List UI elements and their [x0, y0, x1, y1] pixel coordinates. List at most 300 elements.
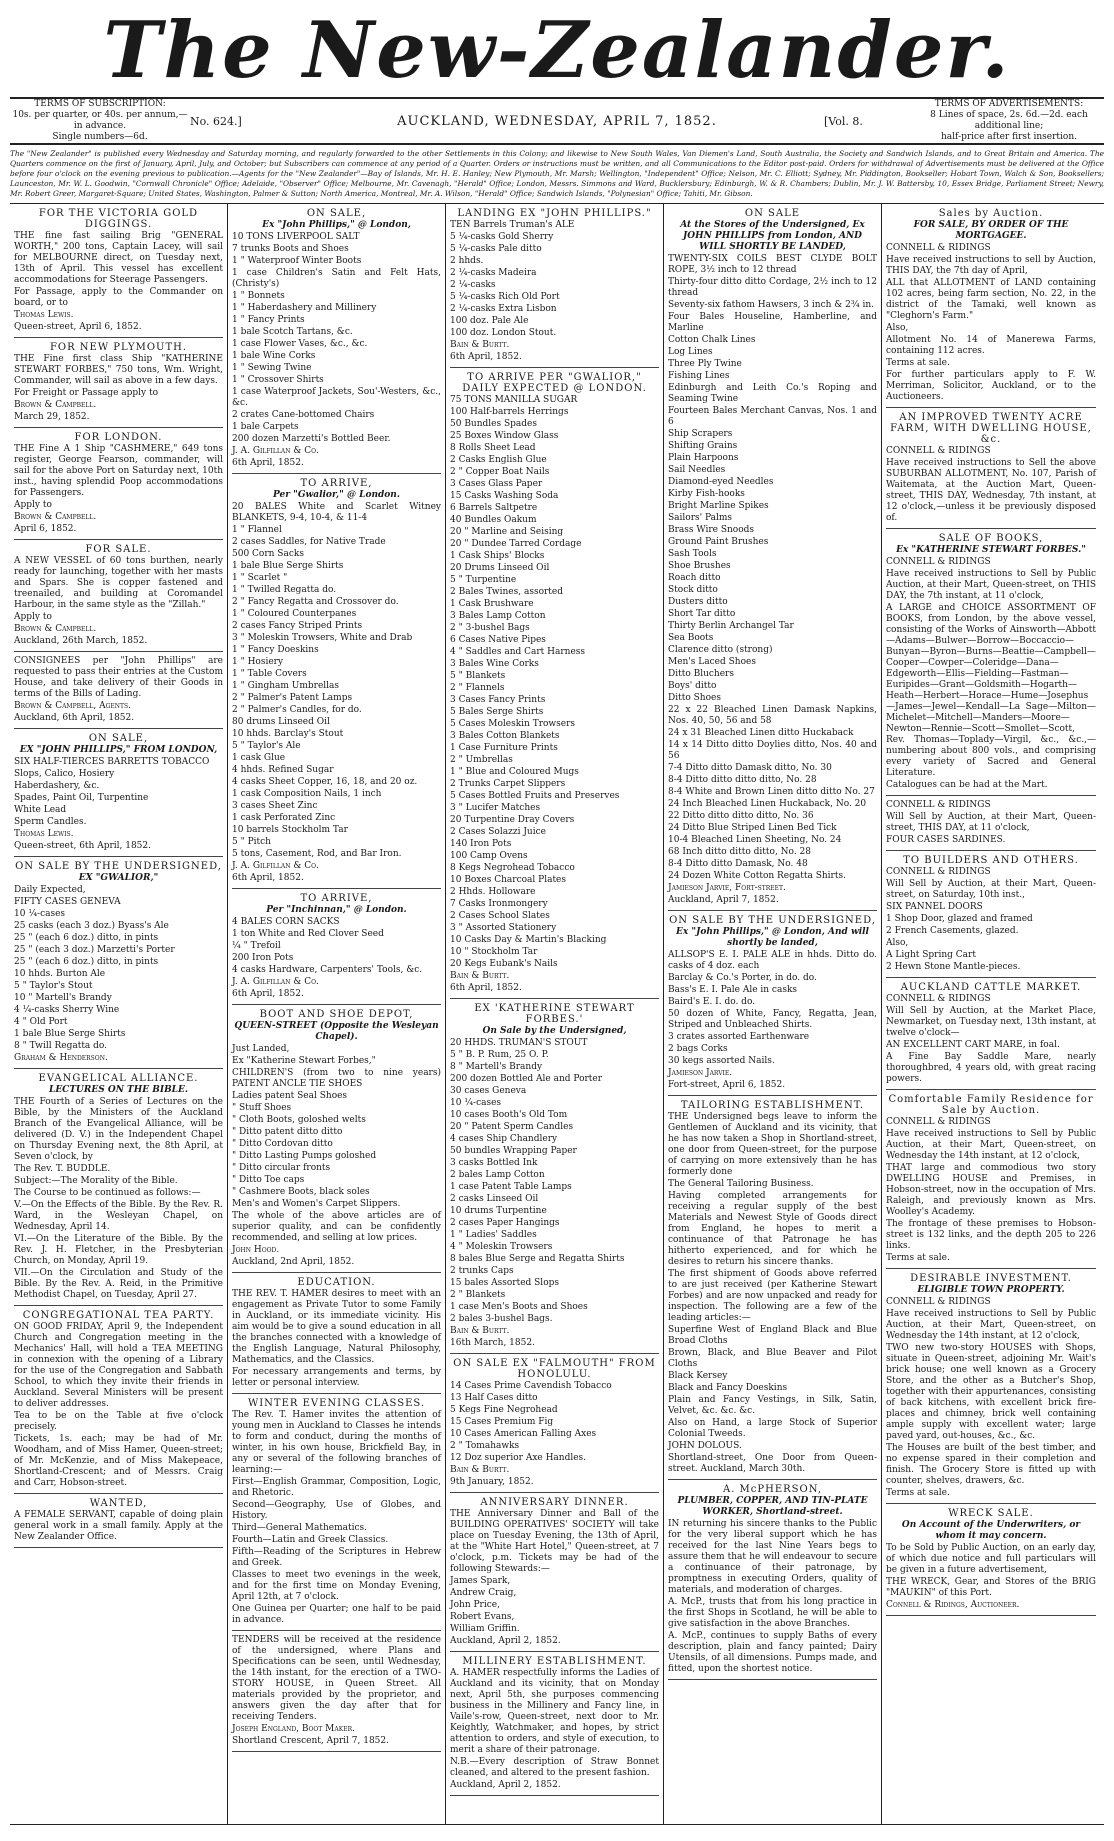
ad-text: 10 cases Booth's Old Tom [450, 1110, 568, 1120]
ad-text: 50 dozen of White, Fancy, Regatta, Jean, Striped and Unbleached Shirts. [668, 1009, 877, 1030]
ad-text: For necessary arrangements and terms, by letter or personal interview. [232, 1367, 441, 1388]
ad-text: 5 Cases Bottled Fruits and Preserves [450, 791, 620, 801]
ad-text: A NEW VESSEL of 60 tons burthen, nearly ready for launching, together with her masts and Spars. She is copper fastened and treenailed, and building at Coromandel Harbour, in the same style as the "Zillah." [14, 556, 223, 610]
advertisement [886, 796, 1096, 851]
ad-text: 1 " Waterproof Winter Boots [232, 256, 362, 266]
ad-heading: WANTED, [89, 1498, 148, 1509]
ad-text: Ship Scrapers [668, 429, 733, 439]
ad-text: For Passage, apply to the Commander on board, or to [14, 287, 223, 308]
ad-text: Short Tar ditto [668, 609, 736, 619]
ad-text: THE REV. T. HAMER desires to meet with an engagement as Private Tutor to some Family in Auckland, or its immediate vicinity. His aim would be to give a sound education in all the branches connected with a knowledge of the English Language, Natural Philosophy, Mathematics, and the Classics. [232, 1289, 441, 1365]
ad-text: A Light Spring Cart [886, 950, 976, 960]
ad-heading: FOR THE VICTORIA GOLD DIGGINGS. [38, 208, 199, 230]
advertisement [450, 1354, 659, 1493]
ad-dateline: 6th April, 1852. [450, 983, 522, 993]
ad-dateline: Auckland, April 2, 1852. [450, 1780, 561, 1790]
advertisement [668, 204, 877, 911]
ad-signature: Jamieson Jarvie. [668, 1068, 733, 1078]
ad-text: 10 " Stockholm Tar [450, 947, 538, 957]
ad-subheading: Ex "John Phillips," @ London, [262, 220, 411, 230]
ad-dateline: Auckland, 2nd April, 1852. [232, 1257, 355, 1267]
ad-heading: A. McPHERSON, [722, 1484, 823, 1495]
ad-heading: ON SALE, [88, 733, 149, 744]
ad-text: 2 ¼-casks Madeira [450, 268, 537, 278]
ad-heading: MILLINERY ESTABLISHMENT. [462, 1656, 647, 1667]
advertisement [886, 1269, 1096, 1504]
ad-text: Dusters ditto [668, 597, 728, 607]
ad-text: 2 cases Paper Hangings [450, 1218, 560, 1228]
ad-text: 140 Iron Pots [450, 839, 512, 849]
ad-subheading: FOR SALE, BY ORDER OF THE MORTGAGEE. [913, 220, 1069, 241]
ad-text: 22 Ditto ditto ditto ditto, No. 36 [668, 811, 814, 821]
ad-subheading: PLUMBER, COPPER, AND TIN-PLATE WORKER, Shortland-street. [677, 1496, 868, 1517]
advertisement [450, 999, 659, 1354]
ad-text: A. McP., trusts that from his long practice in the first Shops in Scotland, he will be able to give satisfaction in the above Branches. [668, 1597, 877, 1629]
ad-signature: Brown & Campbell, Agents. [14, 701, 131, 711]
adv-line: 8 Lines of space, 2s. 6d.—2d. each additional line; [930, 110, 1088, 131]
advertisement [886, 978, 1096, 1090]
ad-signature: Brown & Campbell. [14, 624, 97, 634]
newspaper-page [10, 5, 1104, 1831]
ad-text: 2 " Fancy Regatta and Crossover do. [232, 597, 399, 607]
ad-text: James Spark, [450, 1576, 511, 1586]
ad-text: 2 " Palmer's Patent Lamps [232, 693, 353, 703]
ad-text: Black Kersey [668, 1371, 728, 1381]
ad-text: " Cashmere Boots, black soles [232, 1187, 370, 1197]
ad-heading: TO ARRIVE, [300, 893, 373, 904]
ad-text: 3 " Lucifer Matches [450, 803, 541, 813]
subs-line: 10s. per quarter, or 40s. per annum,—in advance. [12, 110, 188, 131]
advertisement [232, 1005, 441, 1273]
advertisement [668, 1096, 877, 1480]
ad-subheading: QUEEN-STREET (Opposite the Wesleyan Chapel). [234, 1021, 439, 1042]
ad-text: 10 drums Turpentine [450, 1206, 547, 1216]
ad-text: 1 bale Wine Corks [232, 351, 316, 361]
ad-text: 25 Boxes Window Glass [450, 431, 559, 441]
ad-text: 24 Inch Bleached Linen Huckaback, No. 20 [668, 799, 867, 809]
ad-dateline: Auckland, April 2, 1852. [450, 1636, 561, 1646]
ad-heading: TAILORING ESTABLISHMENT. [680, 1100, 865, 1111]
ad-text: TWO new two-story HOUSES with Shops, situate in Queen-street, adjoining Mr. Wait's brick house; one well known as a Grocery Store, and the other as a Butcher's Shop, together with their appurtenances, consisting of back kitchens, with excellent brick fire-places and chimney, brick well containing ample supply with excellent water; large paved yard, out-houses, &c., &c. [886, 1343, 1096, 1441]
ad-text: 1 case Men's Boots and Shoes [450, 1302, 588, 1312]
ad-text: 10 ¼-cases [14, 909, 66, 919]
ad-text: 1 bale Scotch Tartans, &c. [232, 327, 353, 337]
ad-text: Have received instructions to Sell the above SUBURBAN ALLOTMENT, No. 107, Parish of Waitemata, at the Auction Mart, Queen-street, THIS DAY, Wednesday, 7th instant, at 12 o'clock,—unless it be previously disposed of. [886, 458, 1096, 523]
ad-text: 4 BALES CORN SACKS [232, 917, 340, 927]
ad-signature: J. A. Gilfillan & Co. [232, 861, 319, 871]
ad-text: 8-4 Ditto ditto Damask, No. 48 [668, 859, 808, 869]
ad-text: 3 Bales Lamp Cotton [450, 611, 546, 621]
ad-text: 2 bags Corks [668, 1044, 728, 1054]
ad-heading: Comfortable Family Residence for Sale by Auction. [888, 1094, 1094, 1116]
ad-text: Have received instructions to Sell by Public Auction, at their Mart, Queen-street, on Wednesday the 14th instant, at 12 o'clock, [886, 1129, 1096, 1161]
ad-text: A. HAMER respectfully informs the Ladies of Auckland and its vicinity, that on Monday next, April 5th, she purposes commencing business in the Millinery and Fancy line, in Vaile's-row, Queen-street, next door to Mr. Keightly, Watchmaker, and hopes, by strict attention to orders, and style of execution, to merit a share of their patronage. [450, 1668, 659, 1755]
ad-text: 1 " Crossover Shirts [232, 375, 324, 385]
ad-text: 14 x 14 Ditto ditto Doylies ditto, Nos. 40 and 56 [668, 740, 877, 761]
ad-text: One Guinea per Quarter; one half to be paid in advance. [232, 1604, 441, 1625]
columns [10, 204, 1104, 1825]
ad-signature: Jamieson Jarvie, Fort-street. [668, 883, 786, 893]
ad-text: 3 casks Bottled Ink [450, 1158, 538, 1168]
ad-text: IN returning his sincere thanks to the Public for the very liberal support which he has received for the last Nine Years begs to assure them that he will endeavour to secure a continuance of their patronage, by promptness in executing Orders, quality of materials, and moderation of charges. [668, 1519, 877, 1595]
ad-text: 20 HHDS. TRUMAN'S STOUT [450, 1038, 588, 1048]
ad-text: 8-4 Ditto ditto ditto ditto, No. 28 [668, 775, 817, 785]
ad-text: TWENTY-SIX COILS BEST CLYDE BOLT ROPE, 3½ inch to 12 thread [668, 254, 877, 275]
ad-text: Ground Paint Brushes [668, 537, 769, 547]
ad-text: 30 kegs assorted Nails. [668, 1056, 775, 1066]
advertisement [450, 1493, 659, 1652]
ad-text: Thirty Berlin Archangel Tar [668, 621, 794, 631]
ad-text: 3 Bales Cotton Blankets [450, 731, 560, 741]
ad-heading: ON SALE BY THE UNDERSIGNED, [15, 861, 222, 872]
ad-text: Terms at sale. [886, 358, 950, 368]
ad-text: " Ditto Cordovan ditto [232, 1139, 333, 1149]
ad-text: Boys' ditto [668, 681, 717, 691]
advertisement [14, 428, 223, 540]
advertisement-terms [914, 99, 1104, 143]
ad-text: 25 " (each 6 doz.) ditto, in pints [14, 933, 159, 943]
ad-text: 2 bales 3-bushel Bags. [450, 1314, 553, 1324]
ad-text: Superfine West of England Black and Blue Broad Cloths [668, 1325, 877, 1346]
adv-line: TERMS OF ADVERTISEMENTS: [934, 99, 1084, 109]
ad-text: Kirby Fish-hooks [668, 489, 745, 499]
ad-text: 6 Barrels Saltpetre [450, 503, 538, 513]
ad-text: A Fine Bay Saddle Mare, nearly thoroughbred, 4 years old, with great racing powers. [886, 1052, 1096, 1084]
subscription-terms [10, 99, 190, 143]
ad-text: 100 doz. London Stout. [450, 328, 557, 338]
advertisement [232, 1273, 441, 1394]
ad-signature: John Hood. [232, 1245, 280, 1255]
ad-text: Sea Boots [668, 633, 714, 643]
ad-text: 2 cases Fancy Striped Prints [232, 621, 363, 631]
ad-text: 1 case Patent Table Lamps [450, 1182, 572, 1192]
ad-text: THAT large and commodious two story DWELLING HOUSE and Premises, in Hobson-street, now in the occupation of Mrs. Raleigh, and previously known as Mrs. Woolley's Academy. [886, 1163, 1096, 1217]
ad-text: Shifting Grains [668, 441, 738, 451]
ad-heading: FOR SALE. [85, 544, 152, 555]
ad-subheading: Per "Gwalior," @ London. [273, 490, 400, 500]
ad-text: First—English Grammar, Composition, Logic, and Rhetoric. [232, 1477, 441, 1498]
column-1 [10, 204, 228, 1824]
ad-text: THE Fine A 1 Ship "CASHMERE," 649 tons register, George Fearson, commander, will sail for the above Port on Saturday next, 10th inst., having splendid Poop accommodations for Passengers. [14, 444, 223, 498]
ad-signature: Graham & Henderson. [14, 1053, 108, 1063]
advertisement [450, 204, 659, 368]
advertisement [886, 851, 1096, 978]
ad-text: Sperm Candles. [14, 817, 87, 827]
ad-text: Have received instructions to sell by Auction, THIS DAY, the 7th day of April, [886, 255, 1096, 276]
ad-text: 13 Half Cases ditto [450, 1393, 538, 1403]
ad-text: 2 " 3-bushel Bags [450, 623, 530, 633]
ad-text: Will Sell by Auction, at their Mart, Queen-street, on Saturday, 10th inst., [886, 879, 1096, 900]
ad-text: 2 French Casements, glazed. [886, 926, 1019, 936]
ad-text: 1 " Hosiery [232, 657, 284, 667]
ad-signature: Bain & Burtt. [450, 340, 510, 350]
ad-text: Baird's E. I. do. do. [668, 997, 756, 1007]
ad-text: 1 " Table Covers [232, 669, 307, 679]
ad-heading: ANNIVERSARY DINNER. [480, 1497, 629, 1508]
ad-text: 6 Cases Native Pipes [450, 635, 546, 645]
ad-dateline: Shortland Crescent, April 7, 1852. [232, 1736, 389, 1746]
ad-text: 20 BALES White and Scarlet Witney BLANKETS, 9-4, 10-4, & 11-4 [232, 502, 441, 523]
advertisement [232, 204, 441, 474]
ad-text: Second—Geography, Use of Globes, and History. [232, 1500, 441, 1521]
ad-text: Thirty-four ditto ditto Cordage, 2½ inch to 12 thread [668, 277, 877, 298]
ad-heading: CONGREGATIONAL TEA PARTY. [22, 1310, 215, 1321]
ad-text: Men's and Women's Carpet Slippers. [232, 1199, 401, 1209]
ad-text: CONSIGNEES per "John Phillips" are requested to pass their entries at the Custom House, and take delivery of their Goods in terms of the Bills of Lading. [14, 656, 223, 699]
volume-number: [Vol. 8. [824, 114, 863, 128]
ad-text: 3 " Moleskin Trowsers, White and Drab [232, 633, 413, 643]
ad-text: CHILDREN'S (from two to nine years) PATENT ANCLE TIE SHOES [232, 1068, 441, 1089]
ad-text: Plain and Fancy Vestings, in Silk, Satin, Velvet, &c. &c. &c. [668, 1395, 877, 1416]
ad-text: 20 " Dundee Tarred Cordage [450, 539, 582, 549]
ad-text: 2 " Copper Boat Nails [450, 467, 550, 477]
ad-text: " Ditto circular fronts [232, 1163, 331, 1173]
ad-text: 1 " Twilled Regatta do. [232, 585, 337, 595]
ad-text: Have received instructions to Sell by Public Auction, at their Mart, Queen-street, on Wednesday the 14th instant, at 12 o'clock, [886, 1309, 1096, 1341]
ad-text: 1 cask Perforated Zinc [232, 813, 336, 823]
ad-text: 2 Hhds. Holloware [450, 887, 536, 897]
ad-text: The whole of the above articles are of superior quality, and can be confidently recommended, and selling at low prices. [232, 1211, 441, 1243]
column-5 [882, 204, 1100, 1824]
ad-text: TEN Barrels Truman's ALE [450, 220, 575, 230]
ad-text: Allotment No. 14 of Manerewa Farms, containing 112 acres. [886, 335, 1096, 356]
ad-heading: WINTER EVENING CLASSES. [247, 1398, 426, 1409]
ad-text: 50 Bundles Spades [450, 419, 537, 429]
column-4 [664, 204, 882, 1824]
advertisement [668, 1480, 877, 1680]
ad-text: A LARGE and CHOICE ASSORTMENT OF BOOKS, from London, by the above vessel, consisting of the Works of Ainsworth—Abbott—Adams—Bulwer—Borrow—Boccaccio—Bunyan—Byron—Burns—Beattie—Campbell—Cooper—Cowper—Coleridge—Dana—Edgeworth—Ellis—Fielding—Fastman—Euripides—Grant—Goldsmith—Hogarth—Heath—Herbert—Horace—Hume—Josephus—James—Jewel—Kendall—La Sage—Milton—Michelet—Mitchell—Manders—Moore—Newton—Rennie—Scott—Smollet—Scott, Rev. Thomas—Toplady—Virgil, &c., &c.,—numbering about 800 vols., and comprising every variety of Sacred and General Literature. [886, 603, 1096, 778]
ad-text: 100 Half-barrels Herrings [450, 407, 569, 417]
ad-text: The General Tailoring Business. [668, 1179, 814, 1189]
ad-text: Roach ditto [668, 573, 721, 583]
ad-text: 3 Cases Glass Paper [450, 479, 543, 489]
ad-dateline: April 6, 1852. [14, 524, 77, 534]
ad-subheading: On Sale by the Undersigned, [482, 1026, 627, 1036]
ad-text: Brown, Black, and Blue Beaver and Pilot Cloths [668, 1348, 877, 1369]
ad-text: 2 Cases School Slates [450, 911, 550, 921]
column-2 [228, 204, 446, 1824]
ad-text: Ditto Shoes [668, 693, 721, 703]
ad-text: Diamond-eyed Needles [668, 477, 774, 487]
ad-text: Ex "Katherine Stewart Forbes," [232, 1056, 376, 1066]
ad-text: 25 " (each 3 doz.) Marzetti's Porter [14, 945, 175, 955]
ad-text: Tickets, 1s. each; may be had of Mr. Woodham, and of Miss Hamer, Queen-street; of Mr. McKenzie, and of Miss Makepeace, Shortland-Crescent; and of Messrs. Craig and Carr, Hobson-street. [14, 1434, 223, 1488]
ad-text: A. McP., continues to supply Baths of every description, plain and fancy painted; Dairy Utensils, of all dimensions. Pumps made, and fitted, upon the shortest notice. [668, 1631, 877, 1674]
ad-text: CONNELL & RIDINGS [886, 1117, 991, 1127]
publication-notice: The "New Zealander" is published every Wednesday and Saturday morning, and regularly forwarded to the other Settlements in this Colony; and likewise to New South Wales, Van Diemen's Land, South Australia, the Society and Sandwich Islands, and to Great Britain and America. The Quarters commence on the first of January, April, July, and October; but Subscribers can commence at any period of a Quarter. Orders or instructions must be written, and all Communications to the Editor post-paid. Orders for withdrawal of Advertisements must be delivered at the Office before four o'clock on the evening previous to publication.—Agents for the "New Zealander"—Bay of Islands, Mr. H. E. Hanley; New Plymouth, Mr. Marsh; Wellington, "Independent" Office; Nelson, Mr. C. Elliott; Sydney, Mr. Piddington, Bookseller; Hobart Town, Walch & Son, Booksellers; Launceston, Mr. W. L. Goodwin, "Cornwall Chronicle" Office; Adelaide, "Observer" Office; Melbourne, Mr. Cavenagh, "Herald" Office; London, Messrs. Simmons and Ward, Bucklersbury; Edinburgh, W. & R. Chambers; Dublin, Mr. J. W. Battersby, 10, Essex Bridge, Parliament Street; Newry, Mr. Robert Greer, Margaret-Square; United States, Washington, Palmer & Sutton; North America, Montreal, Mr. A. Wilson, "Herald" Office; Sandwich Islands, "Polynesian" Office; Tahiti, Mr. Gibson. [10, 145, 1104, 204]
ad-text: TENDERS will be received at the residence of the undersigned, where Plans and Specifications can be seen, until Wednesday, the 14th instant, for the erection of a TWO-STORY HOUSE, in Queen Street. All materials provided by the proprietor, and answers given the day after that for receiving Tenders. [232, 1635, 441, 1722]
ad-text: THE Fine first class Ship "KATHERINE STEWART FORBES," 750 tons, Wm. Wright, Commander, will sail as above in a few days. [14, 354, 223, 386]
ad-text: John Price, [450, 1600, 500, 1610]
ad-text: 2 casks Linseed Oil [450, 1194, 539, 1204]
ad-text: 30 cases Geneva [450, 1086, 527, 1096]
ad-text: 10 barrels Stockholm Tar [232, 825, 348, 835]
ad-text: 10 Boxes Charcoal Plates [450, 875, 567, 885]
ad-text: 200 dozen Bottled Ale and Porter [450, 1074, 603, 1084]
ad-text: " Cloth Boots, goloshed welts [232, 1115, 366, 1125]
ad-text: 1 ton White and Red Clover Seed [232, 929, 384, 939]
ad-text: Terms at sale. [886, 1488, 950, 1498]
ad-text: 10-4 Bleached Linen Sheeting, No. 24 [668, 835, 842, 845]
ad-text: White Lead [14, 805, 67, 815]
ad-heading: TO ARRIVE, [300, 478, 373, 489]
ad-text: 10 Casks Day & Martin's Blacking [450, 935, 607, 945]
ad-dateline: Shortland-street, One Door from Queen-street. Auckland, March 30th. [668, 1453, 877, 1474]
advertisement [14, 857, 223, 1069]
ad-text: 10 ¼-cases [450, 1098, 502, 1108]
advertisement [232, 474, 441, 889]
ad-text: 4 ¼-casks Sherry Wine [14, 1005, 120, 1015]
ad-text: 3 cases Sheet Zinc [232, 801, 318, 811]
ad-heading: LANDING EX "JOHN PHILLIPS." [457, 208, 652, 219]
issue-header [10, 97, 1104, 145]
ad-text: 3 crates assorted Earthenware [668, 1032, 810, 1042]
ad-text: Also, [886, 323, 909, 333]
ad-text: CONNELL & RIDINGS [886, 243, 991, 253]
ad-heading: TO BUILDERS AND OTHERS. [903, 855, 1079, 866]
advertisement [14, 338, 223, 428]
ad-subheading: Ex "John Phillips," @ London, And will shortly be landed, [676, 927, 869, 948]
ad-text: To be Sold by Public Auction, on an early day, of which due notice and full particulars will be given in a future advertisement, [886, 1543, 1096, 1575]
ad-text: The Course to be continued as follows:— [14, 1188, 201, 1198]
ad-text: Edinburgh and Leith Co.'s Roping and Seaming Twine [668, 383, 877, 404]
ad-text: 100 Camp Ovens [450, 851, 528, 861]
ad-text: For further particulars apply to F. W. Merriman, Solicitor, Auckland, or to the Auctioneers. [886, 370, 1096, 402]
ad-text: Andrew Craig, [450, 1588, 517, 1598]
advertisement [14, 1306, 223, 1494]
column-3 [446, 204, 664, 1824]
ad-text: Fishing Lines [668, 371, 730, 381]
ad-text: 2 Cases Solazzi Juice [450, 827, 546, 837]
ad-text: 7 Casks Ironmongery [450, 899, 548, 909]
ad-text: Also on Hand, a large Stock of Superior Colonial Tweeds. [668, 1418, 877, 1439]
ad-subheading: Per "Inchinnan," @ London. [266, 905, 407, 915]
ad-signature: Brown & Campbell. [14, 512, 97, 522]
ad-text: 1 " Sewing Twine [232, 363, 312, 373]
ad-text: Subject:—The Morality of the Bible. [14, 1176, 178, 1186]
ad-text: 12 Doz superior Axe Handles. [450, 1453, 587, 1463]
ad-text: 2 " Umbrellas [450, 755, 513, 765]
ad-text: 1 bale Blue Serge Shirts [232, 561, 344, 571]
ad-heading: SALE OF BOOKS, [938, 533, 1044, 544]
ad-text: Log Lines [668, 347, 713, 357]
ad-signature: Bain & Burtt. [450, 971, 510, 981]
ad-text: FOUR CASES SARDINES. [886, 835, 1006, 845]
ad-text: " Stuff Shoes [232, 1103, 292, 1113]
advertisement [886, 408, 1096, 529]
ad-text: William Griffin. [450, 1624, 520, 1634]
issue-number: No. 624.] [190, 114, 242, 128]
ad-text: 4 casks Sheet Copper, 16, 18, and 20 oz. [232, 777, 418, 787]
ad-text: 1 bale Carpets [232, 422, 299, 432]
ad-heading: ON SALE [744, 208, 801, 219]
ad-text: SIX HALF-TIERCES BARRETTS TOBACCO [14, 757, 210, 767]
ad-text: 4 cases Ship Chandlery [450, 1134, 558, 1144]
ad-text: THE Fourth of a Series of Lectures on the Bible, by the Ministers of the Auckland Branch of the Evangelical Alliance, will be delivered (D. V.) in the Independent Chapel on Thursday Evening next, the 8th April, at Seven o'clock, by [14, 1097, 223, 1162]
ad-text: For Freight or Passage apply to [14, 388, 159, 398]
ad-text: 1 " Scarlet " [232, 573, 288, 583]
ad-text: 24 Dozen White Cotton Regatta Shirts. [668, 871, 846, 881]
ad-dateline: 16th March, 1852. [450, 1338, 535, 1348]
ad-text: CONNELL & RIDINGS [886, 800, 991, 810]
ad-text: 20 Kegs Eubank's Nails [450, 959, 558, 969]
ad-dateline: Auckland, 26th March, 1852. [14, 636, 148, 646]
ad-text: Terms at sale. [886, 1253, 950, 1263]
ad-heading: EDUCATION. [297, 1277, 376, 1288]
ad-text: 5 ¼-casks Pale ditto [450, 244, 542, 254]
ad-text: THE Anniversary Dinner and Ball of the BUILDING OPERATIVES' SOCIETY will take place on Tuesday Evening, the 13th of April, at the "White Hart Hotel," Queen-street, at 7 o'clock, p.m. Tickets may be had of the following Stewards:— [450, 1509, 659, 1574]
ad-text: Fourteen Bales Merchant Canvas, Nos. 1 and 6 [668, 406, 877, 427]
ad-text: 200 Iron Pots [232, 953, 294, 963]
ad-text: 1 " Fancy Doeskins [232, 645, 319, 655]
ad-text: 20 " Patent Sperm Candles [450, 1122, 574, 1132]
ad-text: 5 Cases Moleskin Trowsers [450, 719, 576, 729]
ad-text: 2 hhds. [450, 256, 484, 266]
ad-heading: AN IMPROVED TWENTY ACRE FARM, WITH DWELLING HOUSE, &c. [890, 412, 1092, 445]
ad-text: Will Sell by Auction, at the Market Place, Newmarket, on Tuesday next, 13th instant, at twelve o'clock— [886, 1006, 1096, 1038]
ad-text: ¼ " Trefoil [232, 941, 281, 951]
ad-heading: AUCKLAND CATTLE MARKET. [900, 982, 1082, 993]
ad-text: The Rev. T. Hamer invites the attention of young men in Auckland to Classes he intends to form and conduct, during the months of winter, in his own house, Brickfield Bay, in any or several of the following branches of learning:— [232, 1410, 441, 1475]
ad-text: 20 Turpentine Dray Covers [450, 815, 575, 825]
dateline: AUCKLAND, WEDNESDAY, APRIL 7, 1852. [397, 113, 717, 129]
advertisement [886, 529, 1096, 796]
ad-heading: FOR NEW PLYMOUTH. [49, 342, 188, 353]
ad-text: Plain Harpoons [668, 453, 739, 463]
ad-text: 2 Hewn Stone Mantle-pieces. [886, 962, 1021, 972]
ad-subheading: EX "GWALIOR," [78, 873, 159, 883]
ad-text: CONNELL & RIDINGS [886, 557, 991, 567]
ad-text: 7 trunks Boots and Shoes [232, 244, 349, 254]
ad-text: 80 drums Linseed Oil [232, 717, 330, 727]
ad-text: 2 trunks Caps [450, 1266, 514, 1276]
subs-line: TERMS OF SUBSCRIPTION: [34, 99, 166, 109]
ad-text: CONNELL & RIDINGS [886, 867, 991, 877]
ad-text: 3 Cases Fancy Prints [450, 695, 546, 705]
ad-text: 2 Bales Twines, assorted [450, 587, 564, 597]
ad-text: 5 " Turpentine [450, 575, 517, 585]
ad-text: 500 Corn Sacks [232, 549, 304, 559]
advertisement [232, 1394, 441, 1631]
advertisement [14, 540, 223, 652]
ad-signature: Thomas Lewis. [14, 310, 74, 320]
ad-text: 2 Casks English Glue [450, 455, 547, 465]
ad-text: 1 cask Composition Nails, 1 inch [232, 789, 382, 799]
ad-text: Three Ply Twine [668, 359, 742, 369]
ad-signature: Bain & Burtt. [450, 1465, 510, 1475]
ad-text: 2 Trunks Carpet Slippers [450, 779, 566, 789]
ad-heading: BOOT AND SHOE DEPOT, [259, 1009, 414, 1020]
ad-text: 1 Cask Ships' Blocks [450, 551, 545, 561]
ad-dateline: March 29, 1852. [14, 412, 90, 422]
ad-text: 4 " Moleskin Trowsers [450, 1242, 553, 1252]
ad-signature: Brown & Campbell. [14, 400, 97, 410]
ad-text: Men's Laced Shoes [668, 657, 756, 667]
ad-text: THE Undersigned begs leave to inform the Gentlemen of Auckland and its vicinity, that he has now taken a Shop in Shortland-street, one door from Queen-street, for the purpose of carrying on more extensively than he has formerly done [668, 1112, 877, 1177]
ad-text: 5 ¼-casks Gold Sherry [450, 232, 554, 242]
ad-heading: FOR LONDON. [74, 432, 163, 443]
ad-text: Sail Needles [668, 465, 726, 475]
advertisement [232, 889, 441, 1005]
ad-text: 1 " Blue and Coloured Mugs [450, 767, 579, 777]
ad-text: Apply to [14, 500, 52, 510]
ad-dateline: Queen-street, April 6, 1852. [14, 322, 142, 332]
ad-subheading: On Account of the Underwriters, or whom it may concern. [901, 1520, 1081, 1541]
ad-subheading: EX "JOHN PHILLIPS," FROM LONDON, [19, 745, 218, 755]
ad-text: Robert Evans, [450, 1612, 515, 1622]
ad-text: 2 bales Lamp Cotton [450, 1170, 545, 1180]
ad-text: Slops, Calico, Hosiery [14, 769, 115, 779]
